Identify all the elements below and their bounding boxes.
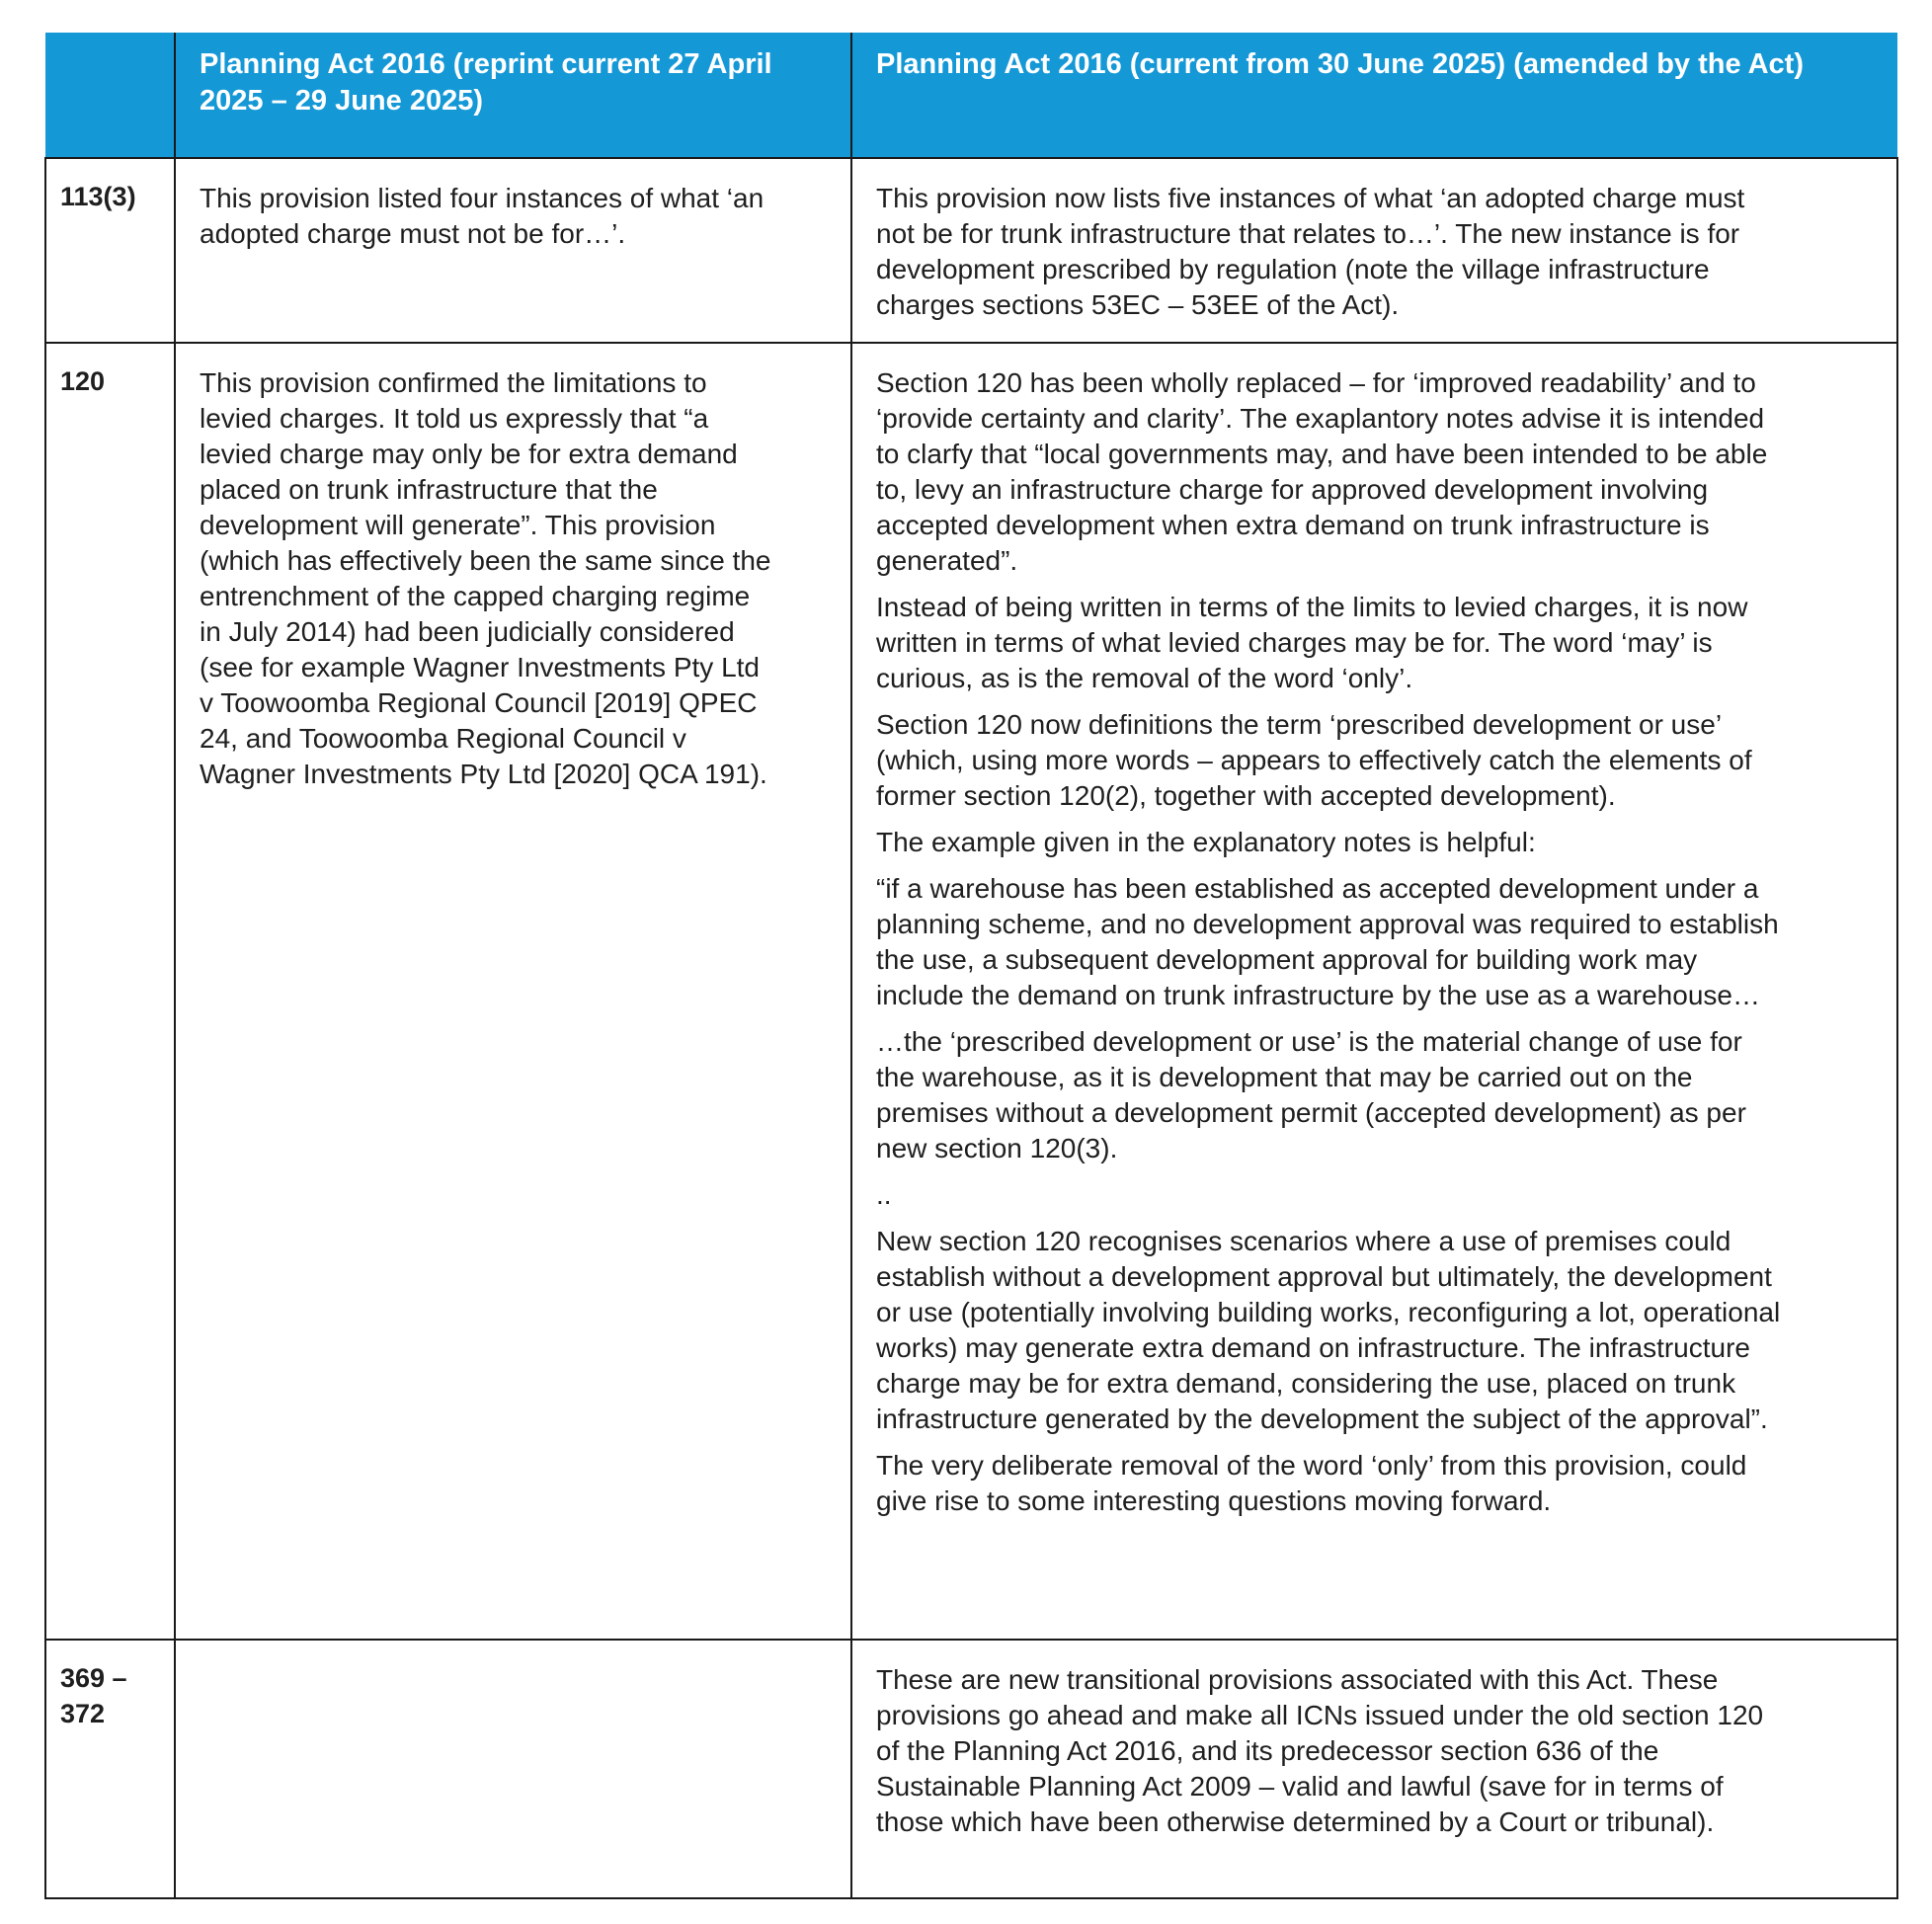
paragraph: This provision now lists five instances of what ‘an adopted charge must not be for trunk infrastructure that relates to…’. The new instance is for development prescribed by regulation (note the village infrastructure charges sections 53EC – 53EE of the Act). [876, 183, 1745, 320]
table-row [45, 343, 1897, 1640]
paragraph: Instead of being written in terms of the limits to levied charges, it is now written in terms of what levied charges may be for. The word ‘may’ is curious, as is the removal of the word ‘only’. [876, 592, 1748, 693]
header-section-blank [45, 33, 175, 158]
section-number: 120 [45, 343, 175, 1640]
header-new-act: Planning Act 2016 (current from 30 June 2025) (amended by the Act) [851, 33, 1897, 158]
paragraph: These are new transitional provisions associated with this Act. These provisions go ahead and make all ICNs issued under the old section 120 of the Planning Act 2016, and its predecessor section 636 of the Sustainable Planning Act 2009 – valid and lawful (save for in terms of those which have been otherwise determined by a Court or tribunal). [876, 1664, 1764, 1837]
table-header-row [45, 33, 1897, 158]
new-provision-text [851, 158, 1897, 343]
old-provision-text [175, 343, 851, 1640]
paragraph: The example given in the explanatory notes is helpful: [876, 827, 1536, 857]
paragraph: This provision confirmed the limitations to levied charges. It told us expressly that “a levied charge may only be for extra demand placed on trunk infrastructure that the development will generate”. This provision (which has effectively been the same since the entrenchment of the capped charging regime in July 2014) had been judicially considered (see for example Wagner Investments Pty Ltd v Toowoomba Regional Council [2019] QPEC 24, and Toowoomba Regional Council v Wagner Investments Pty Ltd [2020] QCA 191). [200, 367, 771, 789]
table-row [45, 1640, 1897, 1898]
old-provision-text [175, 1640, 851, 1898]
section-number: 369 – 372 [45, 1640, 175, 1898]
paragraph: Section 120 has been wholly replaced – for ‘improved readability’ and to ‘provide certainty and clarity’. The exaplantory notes advise it is intended to clarfy that “local governments may, and have been intended to be able to, levy an infrastructure charge for approved development involving accepted development when extra demand on trunk infrastructure is generated”. [876, 367, 1768, 576]
new-provision-text [851, 1640, 1897, 1898]
section-number: 113(3) [45, 158, 175, 343]
old-provision-text [175, 158, 851, 343]
paragraph: This provision listed four instances of what ‘an adopted charge must not be for…’. [200, 183, 765, 249]
paragraph: Section 120 now definitions the term ‘prescribed development or use’ (which, using more words – appears to effectively catch the elements of former section 120(2), together with accepted development). [876, 709, 1752, 811]
paragraph: New section 120 recognises scenarios where a use of premises could establish without a development approval but ultimately, the development or use (potentially involving building works, reconfiguring a lot, operational works) may generate extra demand on infrastructure. The infrastructure charge may be for extra demand, considering the use, placed on trunk infrastructure generated by the development the subject of the approval”. [876, 1226, 1781, 1434]
paragraph: .. [876, 1179, 892, 1210]
table-row [45, 158, 1897, 343]
new-provision-text [851, 343, 1897, 1640]
paragraph: “if a warehouse has been established as accepted development under a planning scheme, and no development approval was required to establish the use, a subsequent development approval for building work may include the demand on trunk infrastructure by the use as a warehouse… [876, 873, 1779, 1010]
header-old-act: Planning Act 2016 (reprint current 27 April 2025 – 29 June 2025) [175, 33, 851, 158]
paragraph: The very deliberate removal of the word ‘only’ from this provision, could give rise to some interesting questions moving forward. [876, 1450, 1747, 1516]
comparison-table [44, 33, 1898, 1899]
paragraph: …the ‘prescribed development or use’ is the material change of use for the warehouse, as it is development that may be carried out on the premises without a development permit (accepted development) as per new section 120(3). [876, 1026, 1746, 1163]
